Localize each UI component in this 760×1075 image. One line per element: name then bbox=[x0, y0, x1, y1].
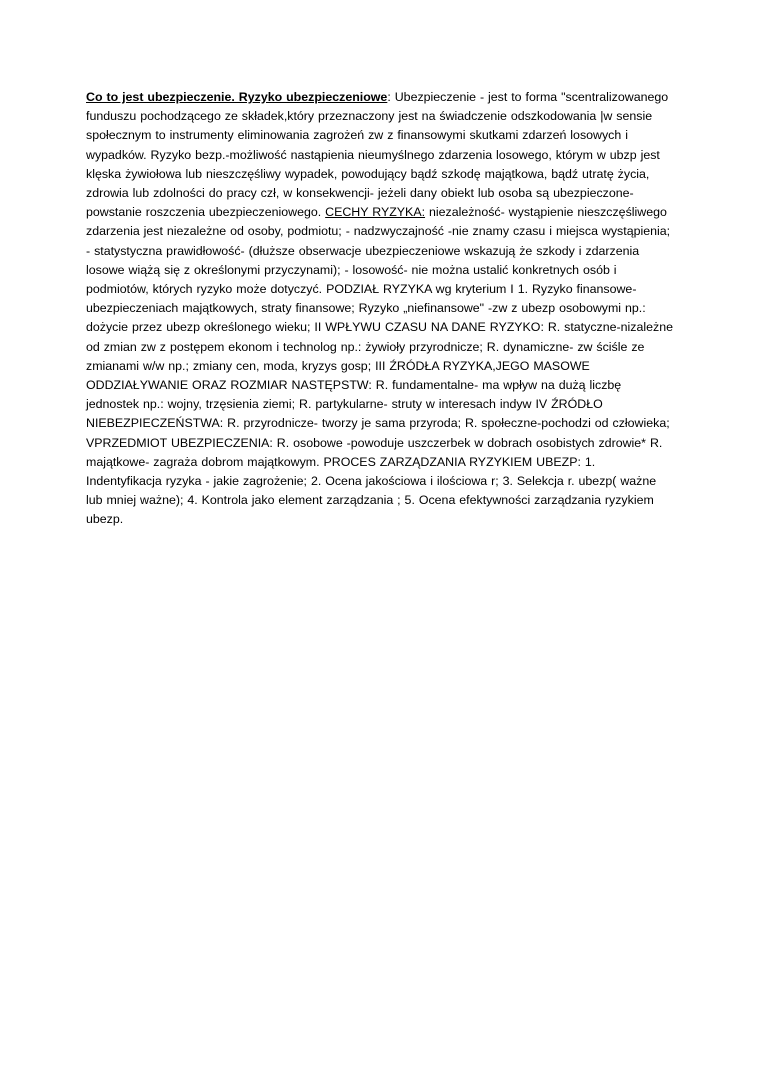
document-heading: Co to jest ubezpieczenie. Ryzyko ubezpieczeniowe bbox=[86, 90, 388, 104]
cechy-ryzyka-text: niezależność- wystąpienie nieszczęśliwego zdarzenia jest niezależne od osoby, podmiotu; - nadzwyczajność -nie znamy czasu i miejsca wystąpienia; - statystyczna prawidłowość- (dłuższe obserwacje ubezpieczeniowe wskazują że szkody i zdarzenia losowe wiążą się z określonymi przyczynami); - losowość- nie można ustalić konkretnych osób i podmiotów, których ryzyko może dotyczyć. PODZIAŁ RYZYKA wg kryterium I 1. Ryzyko finansowe- ubezpieczeniach majątkowych, straty finansowe; Ryzyko „niefinansowe" -zw z ubezp osobowymi np.: dożycie przez ubezp określonego wieku; II WPŁYWU CZASU NA DANE RYZYKO: R. statyczne-nizależne od zmian zw z postępem ekonom i technolog np.: żywioły przyrodnicze; R. dynamiczne- zw ściśle ze zmianami w/w np.; zmiany cen, moda, kryzys gosp; III ŹRÓDŁA RYZYKA,JEGO MASOWE ODDZIAŁYWANIE ORAZ ROZMIAR NASTĘPSTW: R. fundamentalne- ma wpływ na dużą liczbę jednostek np.: wojny, trzęsienia ziemi; R. partykularne- struty w interesach indyw IV ŹRÓDŁO NIEBEZPIECZEŃSTWA: R. przyrodnicze- tworzy je sama przyroda; R. społeczne-pochodzi od człowieka; VPRZEDMIOT UBEZPIECZENIA: R. osobowe -powoduje uszczerbek w dobrach osobistych zdrowie* R. majątkowe- zagraża dobrom majątkowym. PROCES ZARZĄDZANIA RYZYKIEM UBEZP: 1. Indentyfikacja ryzyka - jakie zagrożenie; 2. Ocena jakościowa i ilościowa r; 3. Selekcja r. ubezp( ważne lub mniej ważne); 4. Kontrola jako element zarządzania ; 5. Ocena efektywności zarządzania ryzykiem ubezp. bbox=[86, 205, 673, 527]
heading-colon: : bbox=[387, 90, 391, 104]
cechy-ryzyka-label: CECHY RYZYKA: bbox=[325, 205, 426, 220]
document-text-body bbox=[86, 88, 674, 530]
intro-text: Ubezpieczenie - jest to forma "scentralizowanego funduszu pochodzącego ze składek,który przeznaczony jest na świadczenie odszkodowania |w sensie społecznym to instrumenty eliminowania zagrożeń zw z finansowymi skutkami zdarzeń losowych i wypadków. Ryzyko bezp.-możliwość nastąpienia nieumyślnego zdarzenia losowego, którym w ubzp jest klęska żywiołowa lub nieszczęśliwy wypadek, powodujący bądź szkodę majątkowa, bądź utratę życia, zdrowia lub zdolności do pracy czł, w konsekwencji- jeżeli dany obiekt lub osoba są ubezpieczone-powstanie roszczenia ubezpieczeniowego. bbox=[86, 90, 669, 220]
main-paragraph bbox=[86, 88, 674, 530]
